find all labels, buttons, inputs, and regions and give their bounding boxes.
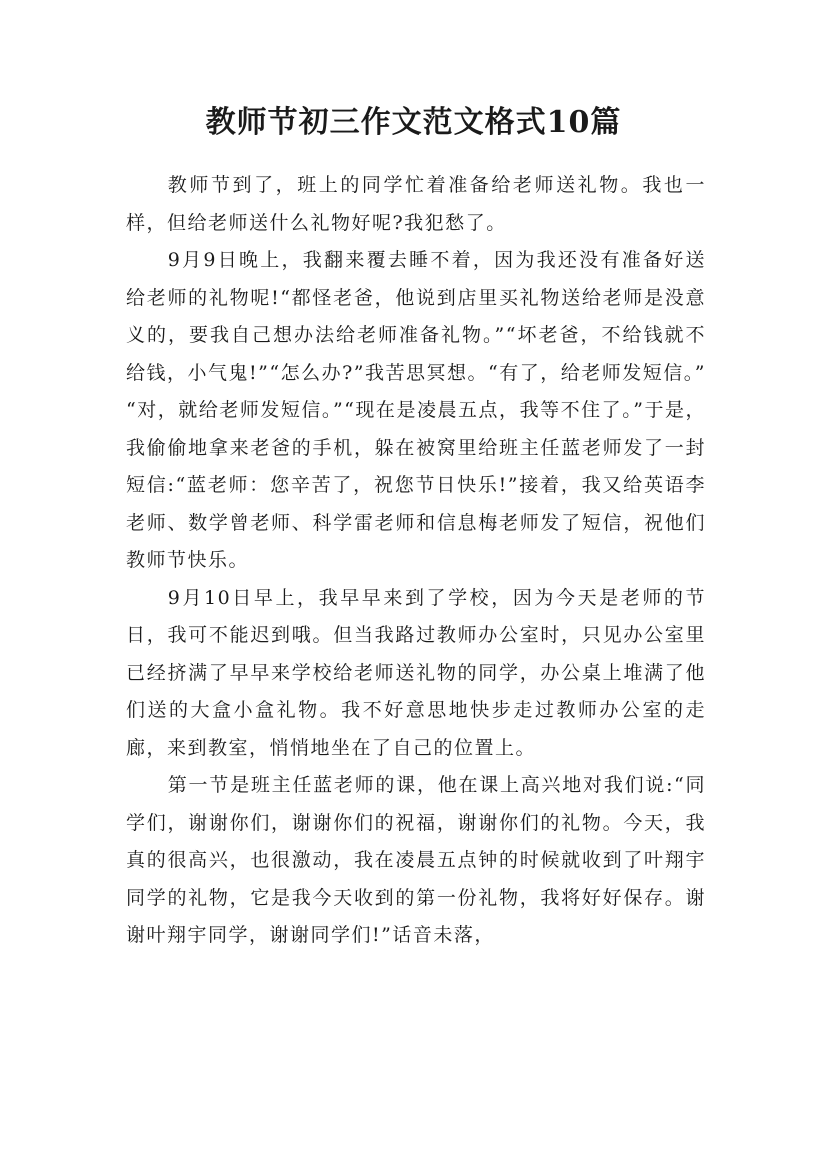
paragraph-2: 9月9日晚上，我翻来覆去睡不着，因为我还没有准备好送给老师的礼物呢!“都怪老爸，他说到店里买礼物送给老师是没意义的，要我自己想办法给老师准备礼物。”“坏老爸，不给钱就不给钱，小气鬼!”“怎么办?”我苦思冥想。“有了，给老师发短信。” “对，就给老师发短信。”“现在是凌晨五点，我等不住了。”于是，我偷偷地拿来老爸的手机，躲在被窝里给班主任蓝老师发了一封短信:“蓝老师：您辛苦了，祝您节日快乐!”接着，我又给英语李老师、数学曾老师、科学雷老师和信息梅老师发了短信，祝他们教师节快乐。 bbox=[126, 249, 706, 571]
paragraph-3: 9月10日早上，我早早来到了学校，因为今天是老师的节日，我可不能迟到哦。但当我路过教师办公室时，只见办公室里已经挤满了早早来学校给老师送礼物的同学，办公桌上堆满了他们送的大盒小盒礼物。我不好意思地快步走过教师办公室的走廊，来到教室，悄悄地坐在了自己的位置上。 bbox=[126, 586, 706, 759]
paragraph-4: 第一节是班主任蓝老师的课，他在课上高兴地对我们说:“同学们，谢谢你们，谢谢你们的祝福，谢谢你们的礼物。今天，我真的很高兴，也很激动，我在凌晨五点钟的时候就收到了叶翔宇同学的礼物，它是我今天收到的第一份礼物，我将好好保存。谢谢叶翔宇同学，谢谢同学们!”话音未落， bbox=[126, 774, 706, 946]
paragraph-1: 教师节到了，班上的同学忙着准备给老师送礼物。我也一样，但给老师送什么礼物好呢?我犯愁了。 bbox=[126, 174, 706, 234]
document-body bbox=[126, 167, 706, 955]
document-title: 教师节初三作文范文格式10篇 bbox=[205, 105, 622, 140]
